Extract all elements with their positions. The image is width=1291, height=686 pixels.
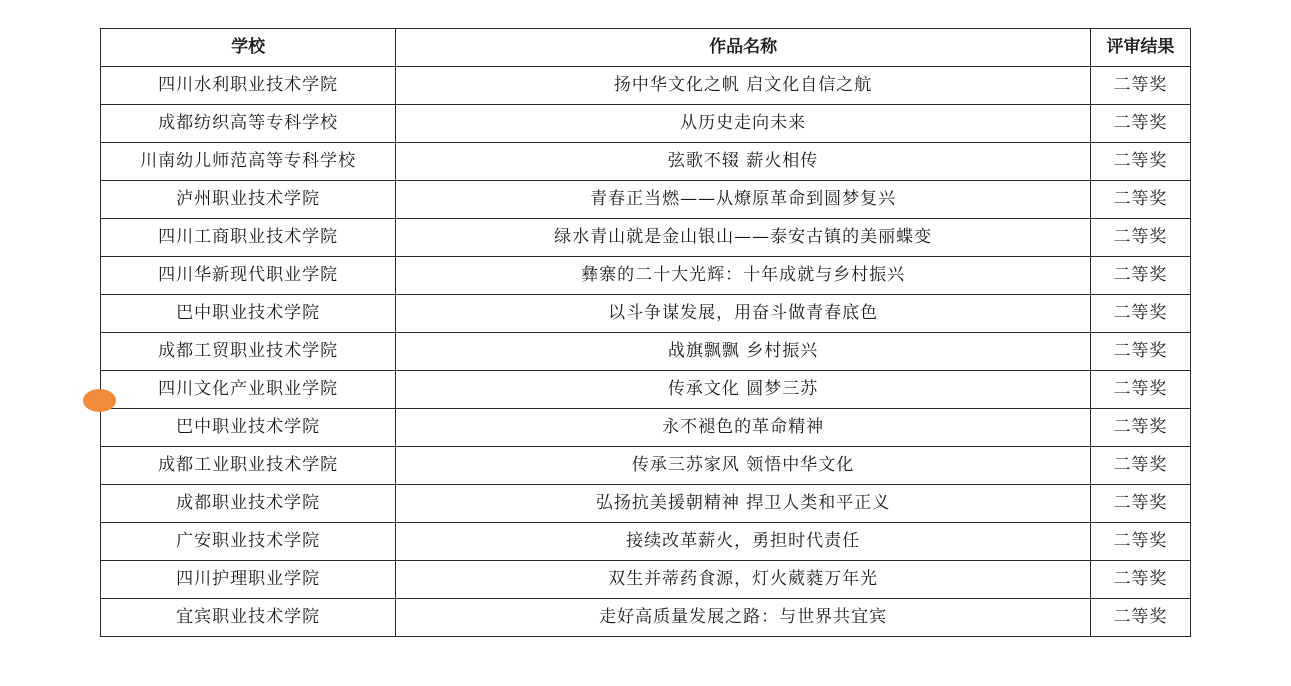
table-row xyxy=(101,333,1191,371)
cell-result: 二等奖 xyxy=(1090,333,1190,371)
cell-school: 泸州职业技术学院 xyxy=(101,181,396,219)
cell-work-title: 接续改革薪火，勇担时代责任 xyxy=(396,523,1091,561)
cell-work-title: 弘扬抗美援朝精神 捍卫人类和平正义 xyxy=(396,485,1091,523)
cell-school: 四川护理职业学院 xyxy=(101,561,396,599)
cell-school: 成都职业技术学院 xyxy=(101,485,396,523)
cell-work-title: 青春正当燃——从燎原革命到圆梦复兴 xyxy=(396,181,1091,219)
cell-work-title: 战旗飘飘 乡村振兴 xyxy=(396,333,1091,371)
cell-school: 宜宾职业技术学院 xyxy=(101,599,396,637)
cell-work-title: 传承文化 圆梦三苏 xyxy=(396,371,1091,409)
cell-work-title: 弦歌不辍 薪火相传 xyxy=(396,143,1091,181)
cell-result: 二等奖 xyxy=(1090,447,1190,485)
cell-result: 二等奖 xyxy=(1090,181,1190,219)
cell-result: 二等奖 xyxy=(1090,371,1190,409)
cell-result: 二等奖 xyxy=(1090,219,1190,257)
cell-result: 二等奖 xyxy=(1090,485,1190,523)
cell-result: 二等奖 xyxy=(1090,523,1190,561)
header-work-title: 作品名称 xyxy=(396,29,1091,67)
header-school: 学校 xyxy=(101,29,396,67)
orange-marker-dot xyxy=(83,389,116,412)
cell-school: 四川文化产业职业学院 xyxy=(101,371,396,409)
cell-work-title: 传承三苏家风 领悟中华文化 xyxy=(396,447,1091,485)
cell-work-title: 以斗争谋发展，用奋斗做青春底色 xyxy=(396,295,1091,333)
cell-school: 四川水利职业技术学院 xyxy=(101,67,396,105)
cell-school: 成都纺织高等专科学校 xyxy=(101,105,396,143)
cell-result: 二等奖 xyxy=(1090,409,1190,447)
cell-result: 二等奖 xyxy=(1090,295,1190,333)
cell-school: 广安职业技术学院 xyxy=(101,523,396,561)
table-row xyxy=(101,219,1191,257)
table-row xyxy=(101,599,1191,637)
table-row xyxy=(101,67,1191,105)
cell-work-title: 绿水青山就是金山银山——泰安古镇的美丽蝶变 xyxy=(396,219,1091,257)
cell-result: 二等奖 xyxy=(1090,561,1190,599)
cell-result: 二等奖 xyxy=(1090,599,1190,637)
table-row xyxy=(101,181,1191,219)
cell-school: 巴中职业技术学院 xyxy=(101,409,396,447)
cell-school: 成都工贸职业技术学院 xyxy=(101,333,396,371)
header-result: 评审结果 xyxy=(1090,29,1190,67)
table-row xyxy=(101,295,1191,333)
cell-result: 二等奖 xyxy=(1090,257,1190,295)
cell-work-title: 走好高质量发展之路：与世界共宜宾 xyxy=(396,599,1091,637)
table-row xyxy=(101,485,1191,523)
table-row xyxy=(101,257,1191,295)
table-header-row xyxy=(101,29,1191,67)
cell-work-title: 从历史走向未来 xyxy=(396,105,1091,143)
cell-school: 巴中职业技术学院 xyxy=(101,295,396,333)
cell-school: 成都工业职业技术学院 xyxy=(101,447,396,485)
table-row xyxy=(101,447,1191,485)
table-row xyxy=(101,523,1191,561)
cell-work-title: 永不褪色的革命精神 xyxy=(396,409,1091,447)
cell-work-title: 双生并蒂药食源，灯火葳蕤万年光 xyxy=(396,561,1091,599)
cell-result: 二等奖 xyxy=(1090,67,1190,105)
cell-school: 四川华新现代职业学院 xyxy=(101,257,396,295)
cell-result: 二等奖 xyxy=(1090,143,1190,181)
cell-school: 四川工商职业技术学院 xyxy=(101,219,396,257)
table-row xyxy=(101,143,1191,181)
table-row xyxy=(101,371,1191,409)
table-row xyxy=(101,409,1191,447)
table-row xyxy=(101,561,1191,599)
table-row xyxy=(101,105,1191,143)
cell-result: 二等奖 xyxy=(1090,105,1190,143)
cell-work-title: 扬中华文化之帆 启文化自信之航 xyxy=(396,67,1091,105)
award-results-table xyxy=(100,28,1191,637)
cell-school: 川南幼儿师范高等专科学校 xyxy=(101,143,396,181)
cell-work-title: 彝寨的二十大光辉：十年成就与乡村振兴 xyxy=(396,257,1091,295)
